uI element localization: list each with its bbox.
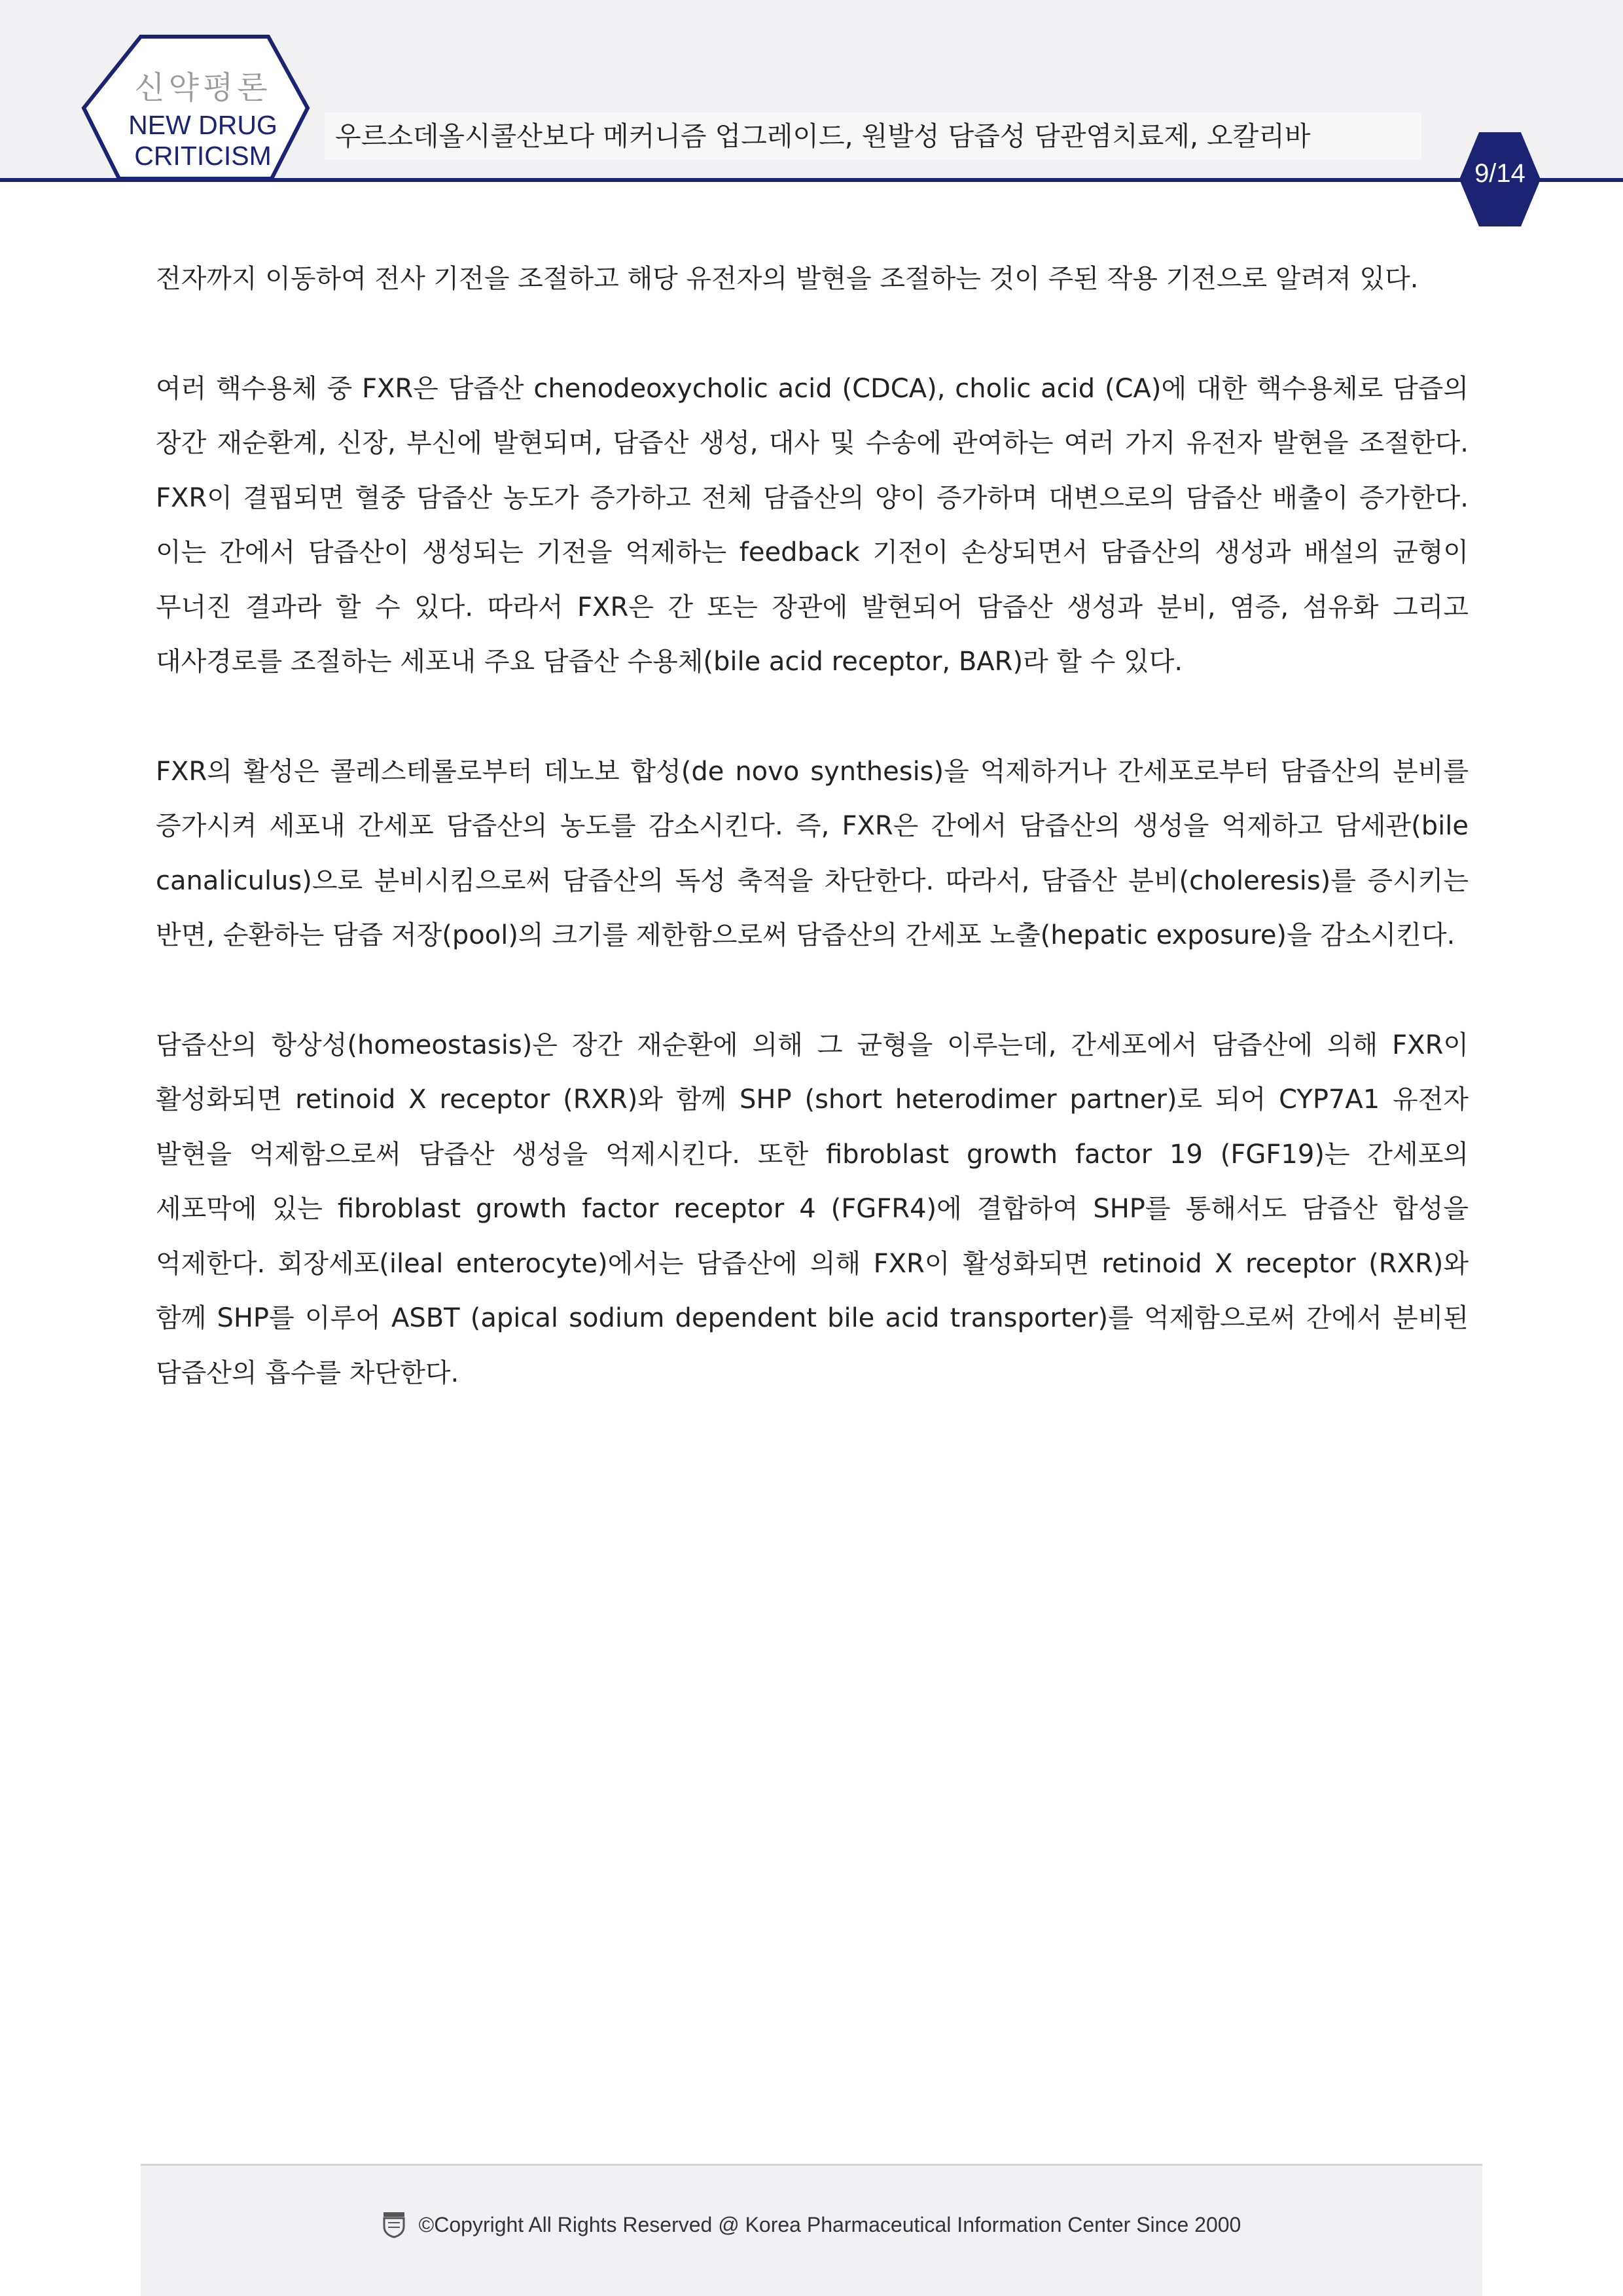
logo-english-line-1: NEW DRUG [128,110,277,140]
logo-korean-title: 신약평론 [134,69,272,106]
logo-english-line-2: CRITICISM [134,141,272,171]
logo-english-title [105,110,301,171]
article-body [156,252,1469,1456]
copyright-text: ©Copyright All Rights Reserved @ Korea Pharmaceutical Information Center Since 2000 [418,2212,1241,2236]
crest-icon [382,2211,406,2238]
footer [0,2211,1623,2238]
paragraph: 전자까지 이동하여 전사 기전을 조절하고 해당 유전자의 발현을 조절하는 것이 주된 작용 기전으로 알려져 있다. [156,264,1419,294]
article-title: 우르소데올시콜산보다 메커니즘 업그레이드, 원발성 담즙성 담관염치료제, 오칼리바 [325,113,1421,160]
paragraph: FXR의 활성은 콜레스테롤로부터 데노보 합성(de novo synthesis)을 억제하거나 간세포로부터 담즙산의 분비를 증가시켜 세포내 간세포 담즙산의 농도를 감소시킨다. 즉, FXR은 간에서 담즙산의 생성을 억제하고 담세관(bile canaliculus)으로 분비시킴으로써 담즙산의 독성 축적을 차단한다. 따라서, 담즙산 분비(choleresis)를 증시키는 반면, 순환하는 담즙 저장(pool)의 크기를 제한함으로써 담즙산의 간세포 노출(hepatic exposure)을 감소시킨다. [156,756,1469,950]
paragraph: 여러 핵수용체 중 FXR은 담즙산 chenodeoxycholic acid (CDCA), cholic acid (CA)에 대한 핵수용체로 담즙의 장간 재순환계, 신장, 부신에 발현되며, 담즙산 생성, 대사 및 수송에 관여하는 여러 가지 유전자 발현을 조절한다. FXR이 결핍되면 혈중 담즙산 농도가 증가하고 전체 담즙산의 양이 증가하며 대변으로의 담즙산 배출이 증가한다. 이는 간에서 담즙산이 생성되는 기전을 억제하는 feedback 기전이 손상되면서 담즙산의 생성과 배설의 균형이 무너진 결과라 할 수 있다. 따라서 FXR은 간 또는 장관에 발현되어 담즙산 생성과 분비, 염증, 섬유화 그리고 대사경로를 조절하는 세포내 주요 담즙산 수용체(bile acid receptor, BAR)라 할 수 있다. [156,373,1469,677]
page-number: 9/14 [1474,159,1525,188]
paragraph: 담즙산의 항상성(homeostasis)은 장간 재순환에 의해 그 균형을 이루는데, 간세포에서 담즙산에 의해 FXR이 활성화되면 retinoid X receptor (RXR)와 함께 SHP (short heterodimer partner)로 되어 CYP7A1 유전자 발현을 억제함으로써 담즙산 생성을 억제시킨다. 또한 fibroblast growth factor 19 (FGF19)는 간세포의 세포막에 있는 fibroblast growth factor receptor 4 (FGFR4)에 결합하여 SHP를 통해서도 담즙산 합성을 억제한다. 회장세포(ileal enterocyte)에서는 담즙산에 의해 FXR이 활성화되면 retinoid X receptor (RXR)와 함께 SHP를 이루어 ASBT (apical sodium dependent bile acid transporter)를 억제함으로써 간에서 분비된 담즙산의 흡수를 차단한다. [156,1030,1469,1388]
